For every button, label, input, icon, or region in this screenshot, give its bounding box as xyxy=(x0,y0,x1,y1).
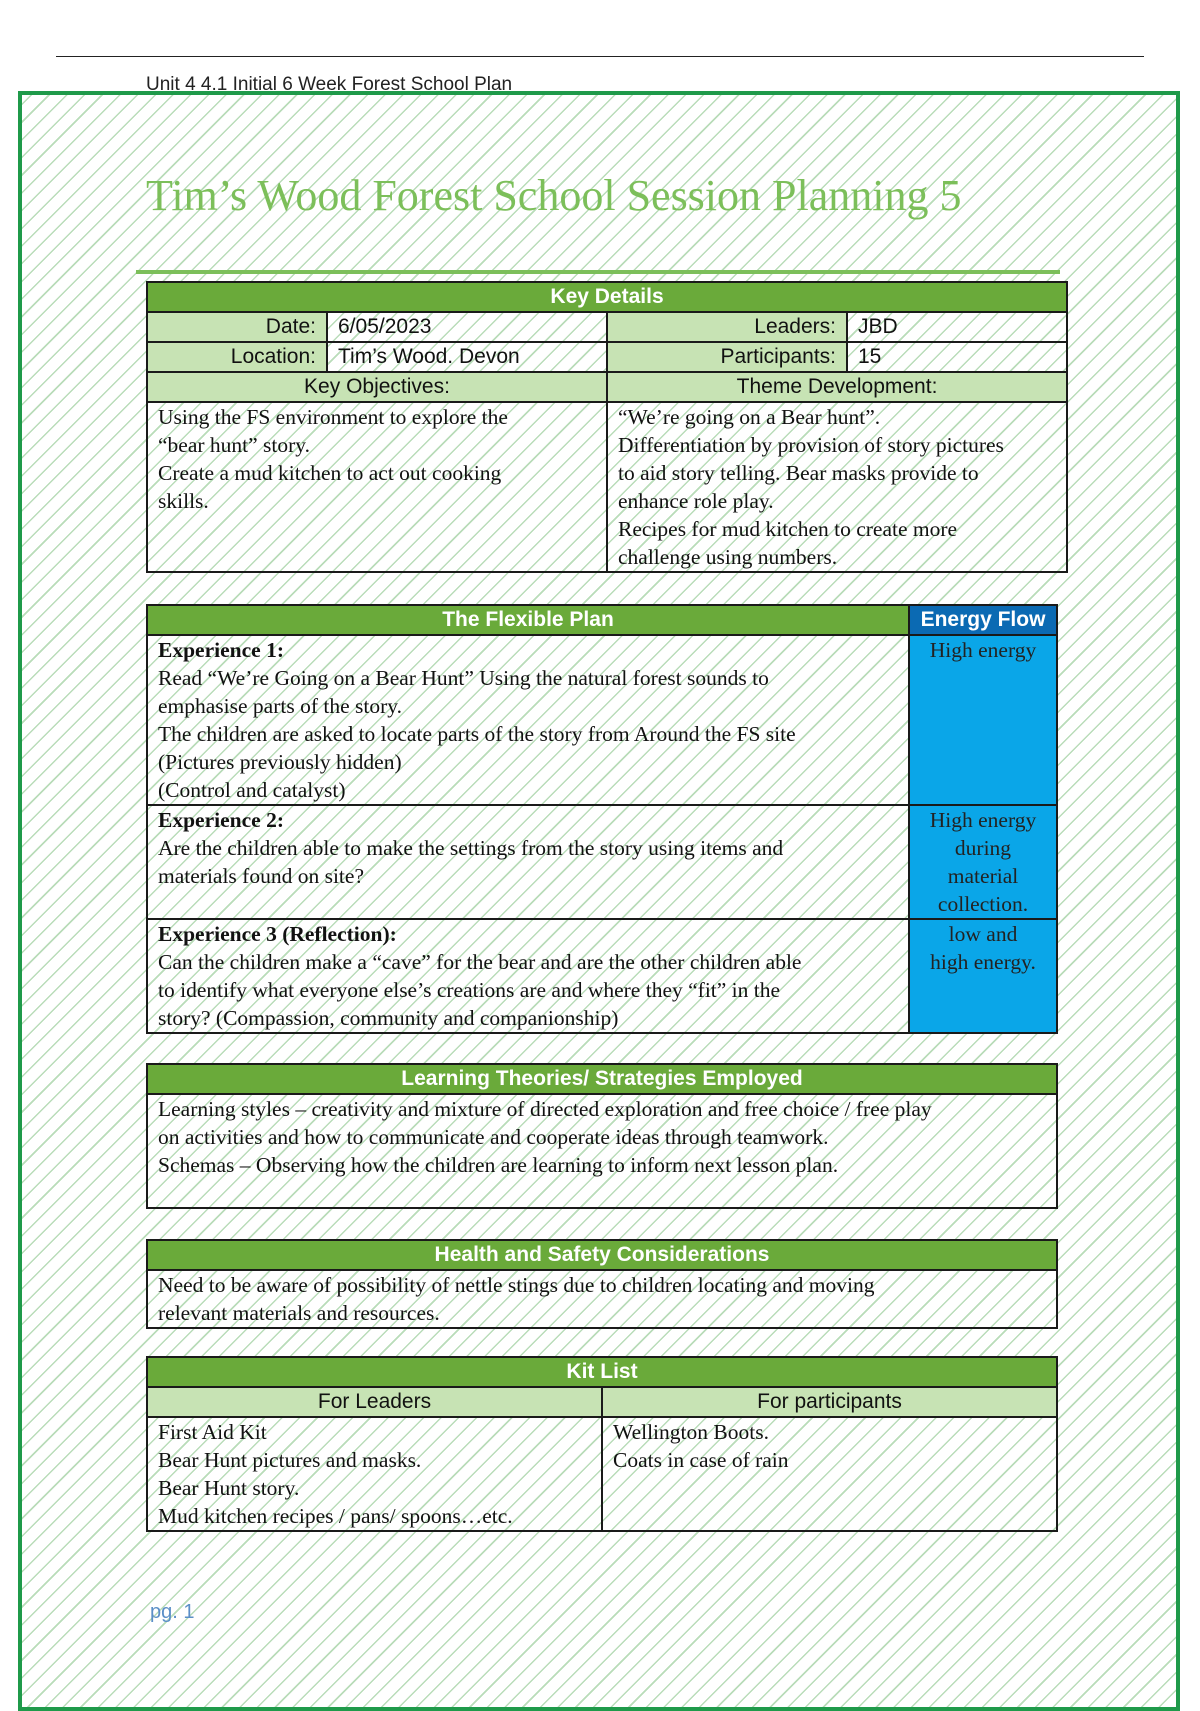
key-objectives-label: Key Objectives: xyxy=(147,372,607,402)
leaders-value: JBD xyxy=(847,312,1067,342)
energy-line: low and xyxy=(948,922,1018,946)
date-label: Date: xyxy=(147,312,327,342)
list-item: Coats in case of rain xyxy=(613,1448,789,1472)
energy-flow-heading: Energy Flow xyxy=(909,605,1057,635)
energy-line: collection. xyxy=(937,892,1029,916)
leaders-label: Leaders: xyxy=(607,312,847,342)
experience-title: Experience 3 (Reflection): xyxy=(158,922,397,946)
location-value: Tim’s Wood. Devon xyxy=(327,342,607,372)
health-safety-line: Need to be aware of possibility of nettle stings due to children locating and moving xyxy=(158,1273,875,1297)
leaders-kit-list xyxy=(147,1417,602,1531)
learning-theories-table xyxy=(146,1063,1058,1209)
energy-1 xyxy=(909,635,1057,805)
health-safety-text xyxy=(147,1270,1057,1328)
experience-title: Experience 2: xyxy=(158,808,284,832)
participants-kit-list xyxy=(602,1417,1057,1531)
key-details-table xyxy=(146,281,1068,573)
page-number: pg. 1 xyxy=(150,1601,195,1623)
location-label: Location: xyxy=(147,342,327,372)
theme-line: Differentiation by provision of story pictures xyxy=(618,433,1004,457)
objectives-line: “bear hunt” story. xyxy=(158,433,311,457)
kit-list-heading: Kit List xyxy=(147,1357,1057,1387)
experience-line: emphasise parts of the story. xyxy=(158,694,403,718)
participants-label: Participants: xyxy=(607,342,847,372)
list-item: First Aid Kit xyxy=(158,1420,267,1444)
theme-line: challenge using numbers. xyxy=(618,545,838,569)
for-leaders-heading: For Leaders xyxy=(147,1387,602,1417)
experience-line: materials found on site? xyxy=(158,864,364,888)
participants-value: 15 xyxy=(847,342,1067,372)
theme-line: Recipes for mud kitchen to create more xyxy=(618,517,958,541)
energy-line: High energy xyxy=(929,808,1037,832)
title-underline xyxy=(136,270,1060,274)
objectives-line: Using the FS environment to explore the xyxy=(158,405,508,429)
learning-line: Learning styles – creativity and mixture of directed exploration and free choice / free play xyxy=(158,1097,932,1121)
learning-theories-text xyxy=(147,1094,1057,1208)
list-item: Mud kitchen recipes / pans/ spoons…etc. xyxy=(158,1504,513,1528)
document-header: Unit 4 4.1 Initial 6 Week Forest School Plan xyxy=(146,74,513,95)
learning-line: Schemas – Observing how the children are learning to inform next lesson plan. xyxy=(158,1153,839,1177)
energy-line: High energy xyxy=(929,638,1037,662)
objectives-line: Create a mud kitchen to act out cooking xyxy=(158,461,502,485)
energy-2 xyxy=(909,805,1057,919)
learning-line: on activities and how to communicate and cooperate ideas through teamwork. xyxy=(158,1125,829,1149)
list-item: Bear Hunt story. xyxy=(158,1476,300,1500)
experience-line: (Control and catalyst) xyxy=(158,778,346,802)
energy-line: material xyxy=(947,864,1019,888)
date-value: 6/05/2023 xyxy=(327,312,607,342)
energy-3 xyxy=(909,919,1057,1033)
kit-list-table xyxy=(146,1356,1058,1532)
experience-2 xyxy=(147,805,909,919)
page-title: Tim’s Wood Forest School Session Planning 5 xyxy=(146,171,962,220)
theme-line: enhance role play. xyxy=(618,489,774,513)
flexible-plan-table xyxy=(146,604,1058,1034)
theme-line: to aid story telling. Bear masks provide to xyxy=(618,461,979,485)
experience-line: (Pictures previously hidden) xyxy=(158,750,402,774)
health-safety-heading: Health and Safety Considerations xyxy=(147,1240,1057,1270)
experience-3 xyxy=(147,919,909,1033)
for-participants-heading: For participants xyxy=(602,1387,1057,1417)
energy-line: high energy. xyxy=(930,950,1036,974)
health-safety-line: relevant materials and resources. xyxy=(158,1301,440,1325)
theme-development-text xyxy=(607,402,1067,572)
list-item: Bear Hunt pictures and masks. xyxy=(158,1448,422,1472)
key-objectives-text xyxy=(147,402,607,572)
objectives-line: skills. xyxy=(158,489,209,513)
experience-line: story? (Compassion, community and companionship) xyxy=(158,1006,619,1030)
experience-line: to identify what everyone else’s creations are and where they “fit” in the xyxy=(158,978,781,1002)
list-item: Wellington Boots. xyxy=(613,1420,769,1444)
experience-line: The children are asked to locate parts of the story from Around the FS site xyxy=(158,722,796,746)
experience-1 xyxy=(147,635,909,805)
theme-line: “We’re going on a Bear hunt”. xyxy=(618,405,881,429)
experience-line: Read “We’re Going on a Bear Hunt” Using the natural forest sounds to xyxy=(158,666,769,690)
energy-line: during xyxy=(954,836,1012,860)
health-safety-table xyxy=(146,1239,1058,1329)
experience-title: Experience 1: xyxy=(158,638,284,662)
experience-line: Are the children able to make the settings from the story using items and xyxy=(158,836,784,860)
theme-development-label: Theme Development: xyxy=(607,372,1067,402)
flexible-plan-heading: The Flexible Plan xyxy=(147,605,909,635)
experience-line: Can the children make a “cave” for the bear and are the other children able xyxy=(158,950,802,974)
learning-theories-heading: Learning Theories/ Strategies Employed xyxy=(147,1064,1057,1094)
key-details-heading: Key Details xyxy=(147,282,1067,312)
